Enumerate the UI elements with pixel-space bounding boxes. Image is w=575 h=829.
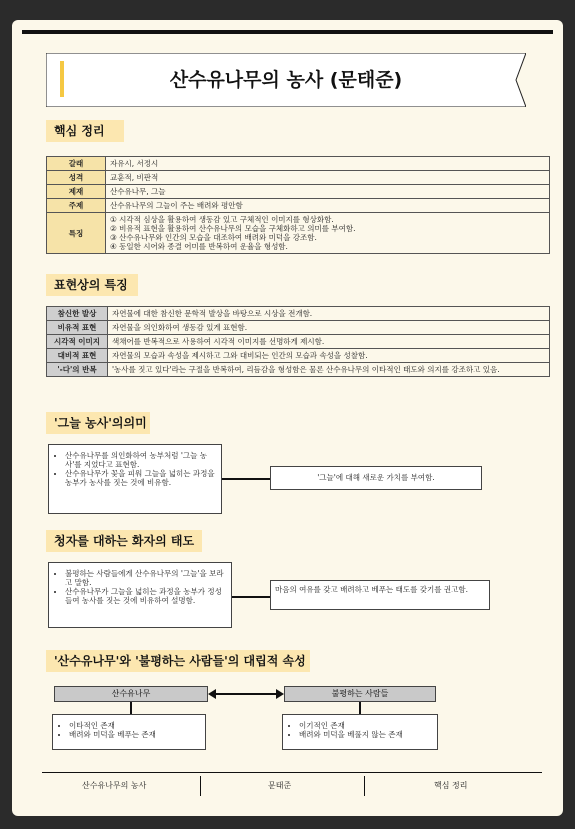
- table-row: [47, 335, 550, 349]
- feature-line: ② 비유적 표현을 활용하여 산수유나무의 모습을 구체화하고 의미를 부여함.: [110, 224, 356, 233]
- contrast-right-box: [282, 714, 438, 750]
- table-value: 자연물의 모습과 속성을 제시하고 그와 대비되는 인간의 모습과 속성을 성찰함.: [108, 349, 550, 363]
- footer-author: 문태준: [268, 781, 292, 790]
- table-row: [47, 307, 550, 321]
- contrast-heading: '산수유나무'와 '불평하는 사람들'의 대립적 속성: [54, 654, 306, 668]
- title-banner: [46, 53, 526, 107]
- footer-section: 핵심 정리: [434, 781, 468, 790]
- table-value: 자연물을 의인화하여 생동감 있게 표현함.: [108, 321, 550, 335]
- expression-heading: 표현상의 특징: [54, 278, 128, 292]
- summary-heading: 핵심 정리: [54, 124, 105, 138]
- meaning-bullet-box: [48, 444, 222, 514]
- list-item: • 이타적인 존재: [69, 721, 201, 730]
- connector-line: [359, 702, 361, 714]
- list-item: • 이기적인 존재: [299, 721, 433, 730]
- table-key: 특징: [47, 213, 106, 254]
- feature-line: ④ 동일한 시어와 종결 어미를 반복하여 운율을 형성함.: [110, 242, 288, 251]
- table-key: 비유적 표현: [47, 321, 108, 335]
- connector-line: [232, 596, 270, 598]
- list-item: • 배려와 미덕을 베푸는 존재: [69, 730, 201, 739]
- page-footer: [42, 772, 542, 795]
- table-row: [47, 199, 550, 213]
- attitude-result-box: 마음의 여유를 갖고 배려하고 베푸는 태도를 갖기를 권고함.: [270, 580, 490, 610]
- table-key: 대비적 표현: [47, 349, 108, 363]
- table-row: [47, 185, 550, 199]
- list-item: • 산수유나무를 의인화하여 농부처럼 '그늘 농사'를 지었다고 표현함.: [65, 451, 217, 469]
- table-row: [47, 213, 550, 254]
- table-row: [47, 171, 550, 185]
- footer-divider: [200, 776, 201, 796]
- table-row: [47, 349, 550, 363]
- connector-line: [222, 478, 270, 480]
- list-item: • 산수유나무가 그늘을 넓히는 과정을 농부가 정성 들여 농사를 짓는 것에 비유하여 설명함.: [65, 587, 227, 605]
- footer-divider: [364, 776, 365, 796]
- meaning-heading: '그늘 농사'의의미: [54, 416, 147, 430]
- features-cell: [106, 213, 550, 254]
- table-key: 제재: [47, 185, 106, 199]
- table-value: 색채어를 반복적으로 사용하여 시각적 이미지를 선명하게 제시함.: [108, 335, 550, 349]
- table-key: 성격: [47, 171, 106, 185]
- expression-table: [46, 306, 550, 377]
- feature-line: ③ 산수유나무와 인간의 모습을 대조하여 배려와 미덕을 강조함.: [110, 233, 317, 242]
- connector-line: [130, 702, 132, 714]
- attitude-heading: 청자를 대하는 화자의 태도: [54, 534, 195, 548]
- table-value: 자연물에 대한 참신한 문학적 발상을 바탕으로 시상을 전개함.: [108, 307, 550, 321]
- table-row: [47, 157, 550, 171]
- table-row: [47, 321, 550, 335]
- list-item: • 산수유나무가 꽃을 피워 그늘을 넓히는 과정을 농부가 농사를 짓는 것에 비유함.: [65, 469, 217, 487]
- attitude-bullet-box: [48, 562, 232, 628]
- meaning-result-box: '그늘'에 대해 새로운 가치를 부여함.: [270, 466, 482, 490]
- table-value: 자유시, 서정시: [106, 157, 550, 171]
- contrast-right-label: 불평하는 사람들: [284, 686, 436, 702]
- list-item: • 배려와 미덕을 베풀지 않는 존재: [299, 730, 433, 739]
- table-key: 갈래: [47, 157, 106, 171]
- table-value: '농사를 짓고 있다'라는 구절을 반복하여, 리듬감을 형성함은 물론 산수유나무의 이타적인 태도와 의지를 강조하고 있음.: [108, 363, 550, 377]
- table-value: 산수유나무, 그늘: [106, 185, 550, 199]
- summary-table: [46, 156, 550, 254]
- table-value: 교훈적, 비판적: [106, 171, 550, 185]
- table-row: [47, 363, 550, 377]
- feature-line: ① 시각적 심상을 활용하여 생동감 있고 구체적인 이미지를 형상화함.: [110, 215, 334, 224]
- table-key: 주제: [47, 199, 106, 213]
- contrast-left-box: [52, 714, 206, 750]
- contrast-left-label: 산수유나무: [54, 686, 208, 702]
- footer-title: 산수유나무의 농사: [82, 781, 147, 790]
- list-item: • 불평하는 사람들에게 산수유나무의 '그늘'을 보라고 말함.: [65, 569, 227, 587]
- top-rule: [22, 30, 553, 34]
- table-key: '-다'의 반복: [47, 363, 108, 377]
- table-key: 시각적 이미지: [47, 335, 108, 349]
- table-value: 산수유나무의 그늘이 주는 배려와 평안함: [106, 199, 550, 213]
- double-arrow-icon: [208, 687, 284, 701]
- table-key: 참신한 발상: [47, 307, 108, 321]
- page-title: 산수유나무의 농사 (문태준): [169, 69, 403, 91]
- page: [12, 20, 563, 816]
